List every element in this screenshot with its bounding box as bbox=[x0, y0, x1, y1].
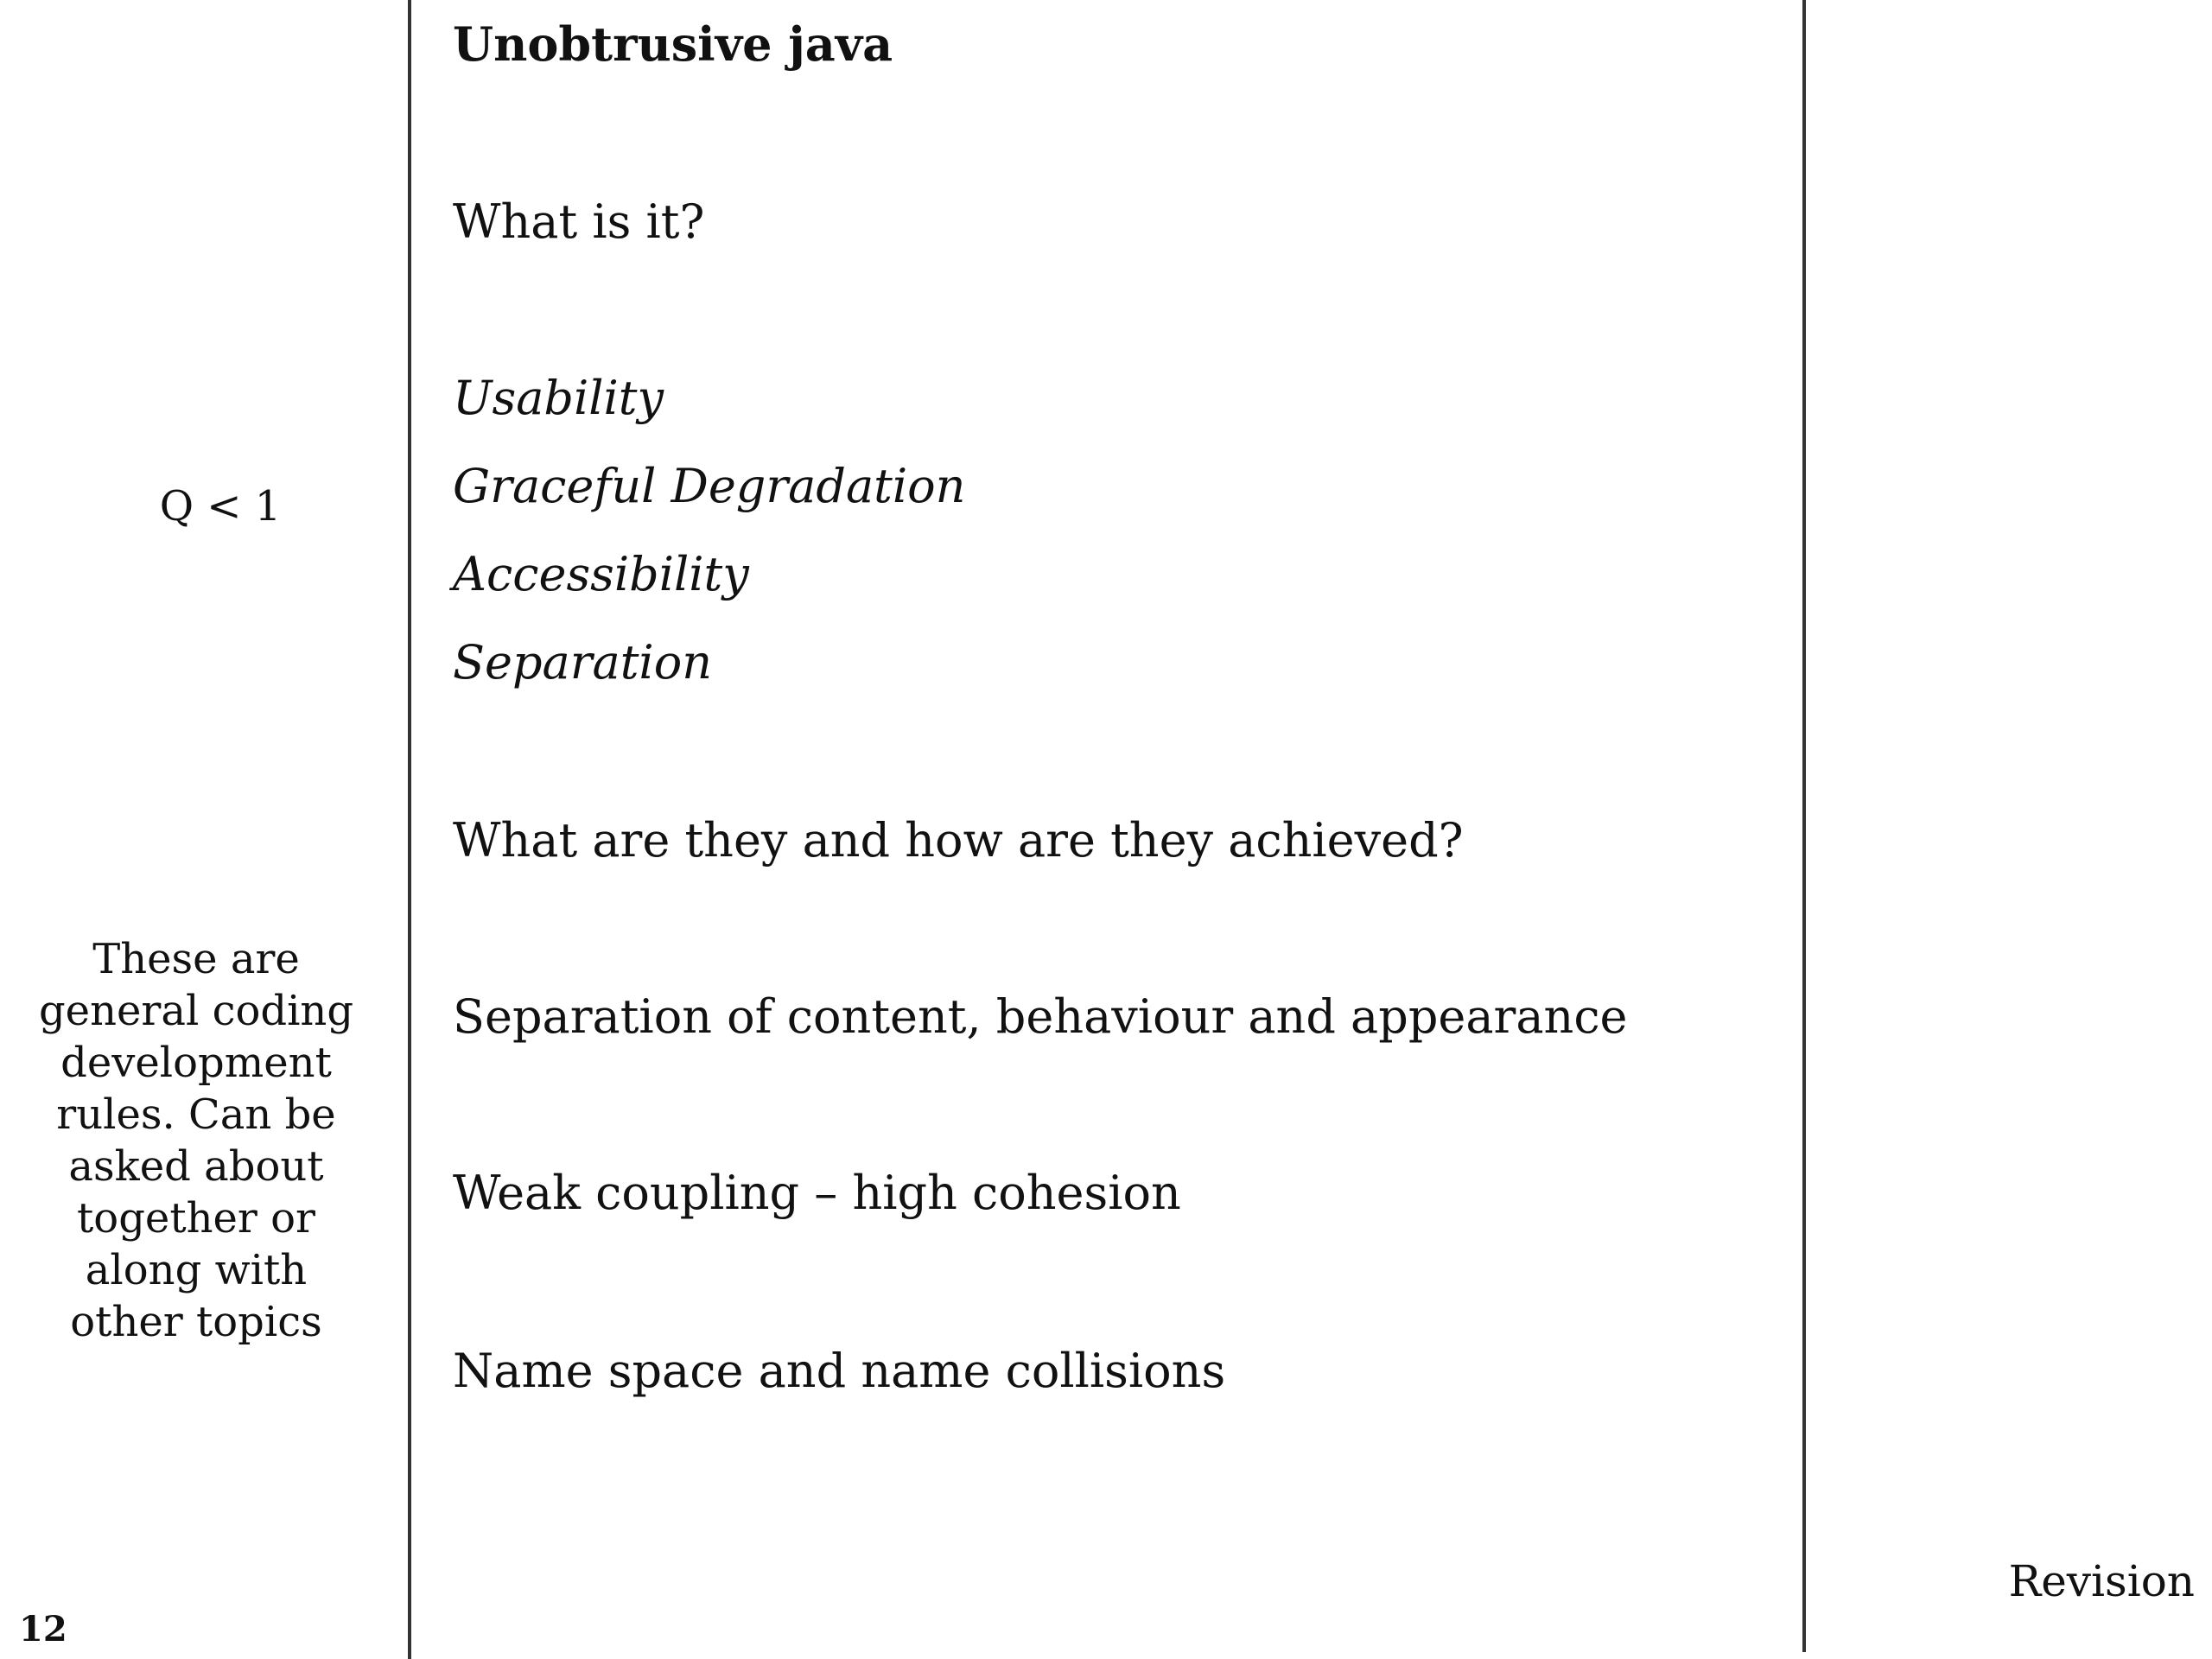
slide-title: Unobtrusive java bbox=[453, 16, 893, 72]
question-marker: Q < 1 bbox=[159, 482, 282, 531]
principle-separation: Separation bbox=[453, 635, 712, 690]
question-what-is-it: What is it? bbox=[453, 194, 705, 249]
point-namespace: Name space and name collisions bbox=[453, 1344, 1226, 1398]
question-how-achieved: What are they and how are they achieved? bbox=[453, 813, 1464, 868]
point-separation: Separation of content, behaviour and appearance bbox=[453, 989, 1628, 1044]
side-note: These are general coding development rules. Can be asked about together or along with other topics bbox=[38, 935, 354, 1346]
principle-graceful-degradation: Graceful Degradation bbox=[453, 459, 966, 513]
revision-label: Revision bbox=[2008, 1556, 2195, 1606]
right-column-divider bbox=[1802, 0, 1806, 1652]
principle-usability: Usability bbox=[453, 371, 664, 425]
left-column-divider bbox=[408, 0, 411, 1659]
principle-accessibility: Accessibility bbox=[453, 547, 749, 601]
point-coupling: Weak coupling – high cohesion bbox=[453, 1166, 1181, 1220]
page-number: 12 bbox=[19, 1609, 67, 1649]
